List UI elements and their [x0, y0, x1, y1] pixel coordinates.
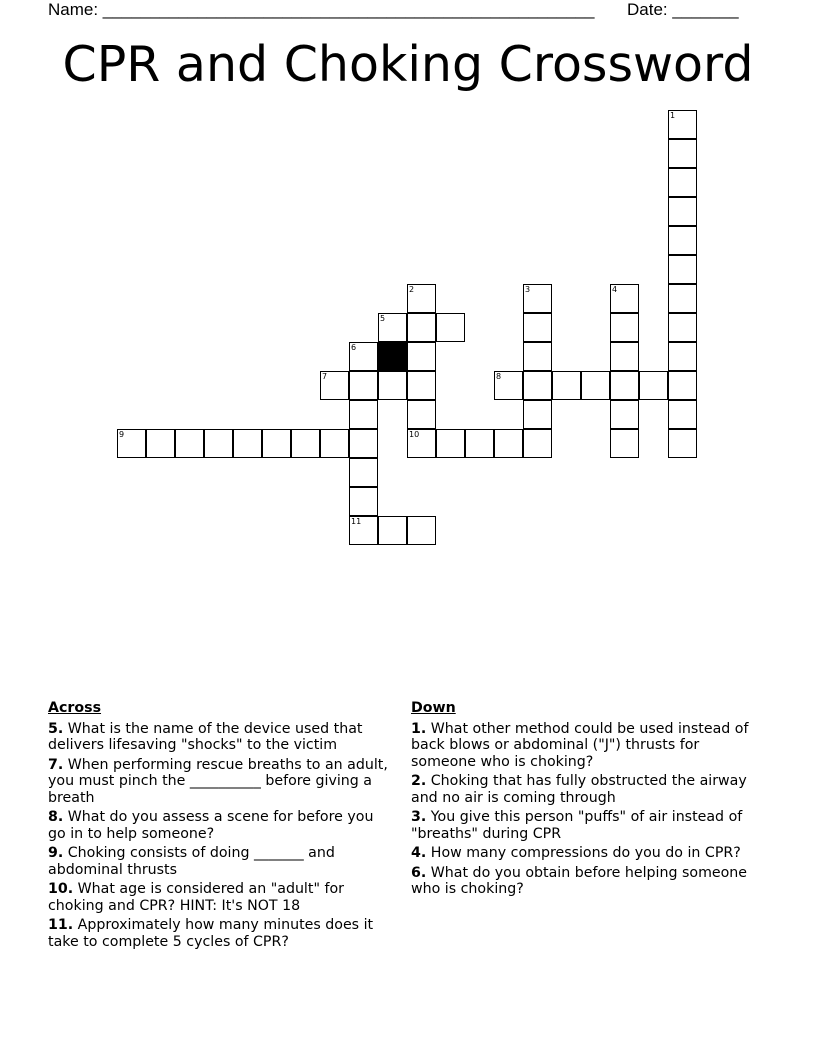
- clue-number: 11: [351, 517, 362, 526]
- grid-cell[interactable]: [349, 400, 378, 429]
- grid-cell[interactable]: [668, 255, 697, 284]
- clue-number: 8: [496, 372, 502, 381]
- grid-cell[interactable]: [668, 284, 697, 313]
- grid-cell[interactable]: [204, 429, 233, 458]
- grid-cell[interactable]: [668, 371, 697, 400]
- grid-cell[interactable]: [668, 313, 697, 342]
- clue-number: 3: [525, 285, 531, 294]
- name-field[interactable]: Name: ____________________________________________________: [48, 0, 595, 19]
- grid-cell[interactable]: [610, 429, 639, 458]
- across-clue: [48, 845, 393, 878]
- down-clue: [411, 809, 756, 842]
- grid-cell[interactable]: [581, 371, 610, 400]
- grid-cell[interactable]: [523, 371, 552, 400]
- clue-number-label: 8.: [48, 809, 64, 825]
- across-heading: Across: [48, 700, 102, 716]
- grid-cell[interactable]: [320, 429, 349, 458]
- clue-number-label: 3.: [411, 809, 427, 825]
- clue-number-label: 4.: [411, 845, 427, 861]
- grid-cell[interactable]: [291, 429, 320, 458]
- grid-cell[interactable]: [668, 226, 697, 255]
- grid-cell[interactable]: [668, 400, 697, 429]
- clue-number: 9: [119, 430, 125, 439]
- clue-text: Choking that has fully obstructed the airway and no air is coming through: [411, 773, 747, 806]
- clue-number: 7: [322, 372, 328, 381]
- across-clue: [48, 917, 393, 950]
- grid-cell[interactable]: [494, 429, 523, 458]
- grid-cell[interactable]: [407, 284, 436, 313]
- clue-text: You give this person "puffs" of air instead of "breaths" during CPR: [411, 809, 743, 842]
- clue-text: How many compressions do you do in CPR?: [426, 845, 741, 861]
- grid-cell[interactable]: [668, 168, 697, 197]
- grid-cell[interactable]: [523, 400, 552, 429]
- across-clue: [48, 721, 393, 754]
- grid-cell[interactable]: [523, 429, 552, 458]
- grid-cell[interactable]: [349, 516, 378, 545]
- clue-number: 6: [351, 343, 357, 352]
- grid-cell[interactable]: [436, 313, 465, 342]
- grid-cell[interactable]: [262, 429, 291, 458]
- grid-cell[interactable]: [349, 487, 378, 516]
- down-clue: [411, 845, 756, 862]
- grid-cell[interactable]: [407, 342, 436, 371]
- down-heading: Down: [411, 700, 456, 716]
- grid-cell[interactable]: [146, 429, 175, 458]
- grid-cell[interactable]: [610, 371, 639, 400]
- clue-number-label: 7.: [48, 756, 64, 773]
- clue-number-label: 2.: [411, 773, 427, 789]
- grid-cell[interactable]: [378, 371, 407, 400]
- grid-cell[interactable]: [668, 429, 697, 458]
- clue-text: What do you assess a scene for before you go in to help someone?: [48, 809, 374, 842]
- grid-cell[interactable]: [523, 342, 552, 371]
- grid-cell[interactable]: [668, 110, 697, 139]
- down-clue: [411, 865, 756, 898]
- down-clue-list: [411, 721, 756, 898]
- grid-cell[interactable]: [407, 371, 436, 400]
- grid-cell[interactable]: [668, 342, 697, 371]
- grid-cell[interactable]: [175, 429, 204, 458]
- grid-cell[interactable]: [378, 516, 407, 545]
- grid-cell[interactable]: [668, 139, 697, 168]
- grid-cell[interactable]: [552, 371, 581, 400]
- clue-text: What is the name of the device used that delivers lifesaving "shocks" to the victim: [48, 720, 363, 753]
- across-clue: [48, 757, 393, 807]
- grid-cell[interactable]: [407, 400, 436, 429]
- grid-cell[interactable]: [639, 371, 668, 400]
- grid-cell[interactable]: [523, 284, 552, 313]
- grid-cell[interactable]: [349, 342, 378, 371]
- clue-text: Choking consists of doing _______ and abdominal thrusts: [48, 845, 335, 878]
- grid-cell[interactable]: [610, 342, 639, 371]
- across-clue: [48, 881, 393, 914]
- grid-cell[interactable]: [610, 400, 639, 429]
- grid-cell[interactable]: [320, 371, 349, 400]
- across-clues: [48, 700, 393, 953]
- grid-cell[interactable]: [668, 197, 697, 226]
- clue-number: 5: [380, 314, 386, 323]
- across-clue: [48, 809, 393, 842]
- grid-cell[interactable]: [436, 429, 465, 458]
- grid-cell[interactable]: [494, 371, 523, 400]
- clue-number-label: 10.: [48, 881, 74, 897]
- clue-text: Approximately how many minutes does it take to complete 5 cycles of CPR?: [48, 917, 374, 950]
- clue-text: When performing rescue breaths to an adult, you must pinch the __________ before giving a breath: [48, 756, 388, 806]
- grid-cell[interactable]: [523, 313, 552, 342]
- clue-number-label: 6.: [411, 864, 427, 881]
- grid-cell[interactable]: [407, 516, 436, 545]
- clue-text: What do you obtain before helping someone who is choking?: [411, 864, 748, 897]
- grid-cell[interactable]: [610, 313, 639, 342]
- grid-cell[interactable]: [349, 371, 378, 400]
- grid-cell[interactable]: [378, 313, 407, 342]
- down-clue: [411, 773, 756, 806]
- grid-cell[interactable]: [233, 429, 262, 458]
- grid-cell[interactable]: [610, 284, 639, 313]
- date-field[interactable]: Date: _______: [627, 0, 739, 19]
- clue-number-label: 11.: [48, 917, 74, 933]
- grid-cell[interactable]: [407, 429, 436, 458]
- down-clues: [411, 700, 756, 901]
- page-title: CPR and Choking Crossword: [62, 36, 754, 93]
- grid-cell[interactable]: [117, 429, 146, 458]
- grid-cell[interactable]: [349, 429, 378, 458]
- grid-cell[interactable]: [465, 429, 494, 458]
- grid-cell[interactable]: [349, 458, 378, 487]
- grid-cell[interactable]: [407, 313, 436, 342]
- down-clue: [411, 721, 756, 771]
- clue-text: What age is considered an "adult" for choking and CPR? HINT: It's NOT 18: [48, 881, 344, 914]
- clue-number-label: 1.: [411, 720, 427, 737]
- clue-number: 2: [409, 285, 415, 294]
- across-clue-list: [48, 721, 393, 951]
- clue-number: 10: [409, 430, 420, 439]
- black-cell: [378, 342, 407, 371]
- clue-number: 4: [612, 285, 618, 294]
- clue-number-label: 9.: [48, 845, 64, 861]
- clue-text: What other method could be used instead of back blows or abdominal ("J") thrusts for someone who is choking?: [411, 720, 749, 770]
- clue-number-label: 5.: [48, 720, 64, 737]
- clue-number: 1: [670, 111, 676, 120]
